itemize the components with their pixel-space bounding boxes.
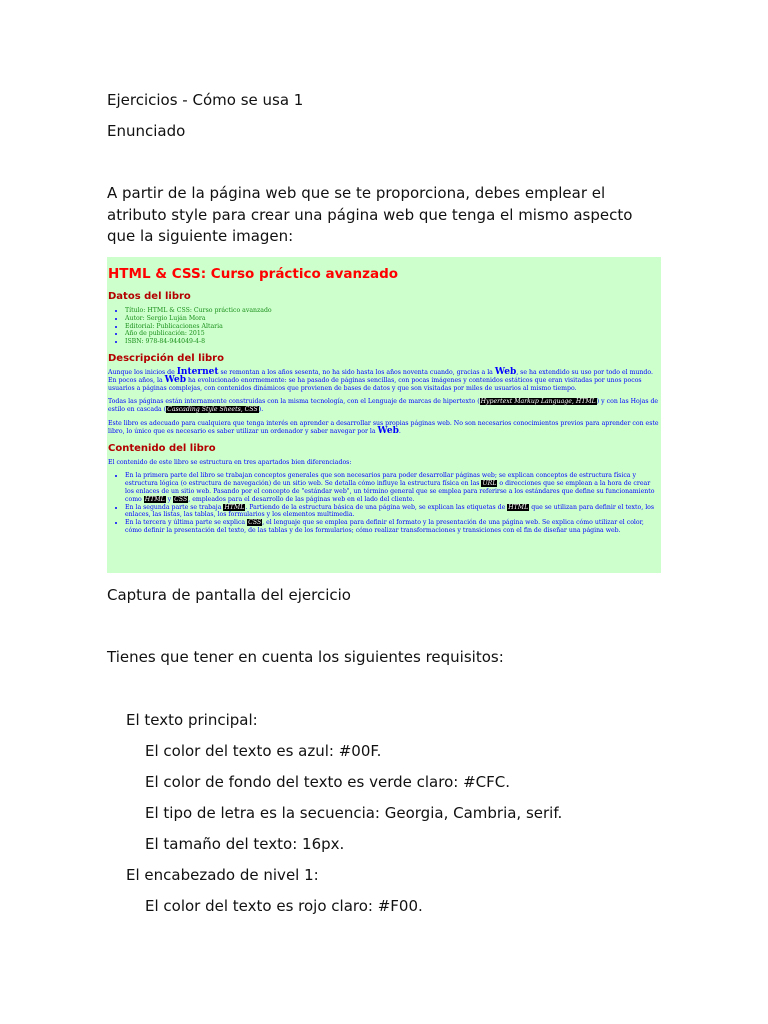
req-text-size: El tamaño del texto: 16px. — [145, 835, 345, 853]
screenshot-caption: Captura de pantalla del ejercicio — [107, 586, 351, 604]
book-item-title: • Título: HTML & CSS: Curso práctico avanzado — [125, 307, 659, 315]
shot-h2-contenido: Contenido del libro — [108, 442, 216, 454]
book-item-isbn: • ISBN: 978-84-944049-4-8 — [125, 338, 659, 346]
shot-h2-desc: Descripción del libro — [108, 352, 224, 364]
req-text-heading: El texto principal: — [126, 711, 258, 729]
content-list — [108, 472, 659, 534]
shot-h1: HTML & CSS: Curso práctico avanzado — [108, 266, 399, 282]
desc-paragraph-1: Aunque los inicios de Internet se remontan a los años sesenta, no ha sido hasta los años noventa cuando, gracias a la Web, se ha extendido su uso por todo el mundo. En pocos años, la Web ha evolucionado enormemente: se ha pasado de páginas sencillas, con pocas imágenes y contenidos estáticos que eran visitadas por unos pocos usuarios a páginas complejas, con contenidos dinámicos que provienen de bases de datos y que son visitadas por miles de usuarios al mismo tiempo. — [108, 366, 653, 392]
exercise-screenshot — [107, 257, 661, 573]
book-item-year: • Año de publicación: 2015 — [125, 330, 659, 338]
doc-title: Ejercicios - Cómo se usa 1 — [107, 91, 304, 109]
content-item-1: • En la primera parte del libro se trabajan conceptos generales que son necesarios para poder desarrollar páginas web; se explican conceptos de estructura física y estructura lógica (o estructura de navegación) de un sitio web. Se detalla cómo influye la estructura física en las URL o direcciones que se emplean a la hora de crear los enlaces de un sitio web. Pasando por el concepto de "estándar web", un término general que se emplea para referirse a los estándares que define su funcionamiento como HTML y CSS, empleados para el desarrollo de las páginas web en el lado del cliente. — [125, 472, 659, 503]
content-item-3: • En la tercera y última parte se explica CSS, el lenguaje que se emplea para definir el formato y la presentación de una página web. Se explica cómo utilizar el color, cómo definir la presentación del texto, de las tablas y de los formularios; cómo realizar transformaciones y transiciones con el fin de diseñar una página web. — [125, 519, 659, 535]
req-text-font: El tipo de letra es la secuencia: Georgia, Cambria, serif. — [145, 804, 563, 822]
requirements-intro: Tienes que tener en cuenta los siguientes requisitos: — [107, 648, 504, 666]
req-text-color: El color del texto es azul: #00F. — [145, 742, 382, 760]
book-item-author: • Autor: Sergio Luján Mora — [125, 315, 659, 323]
req-h1-color: El color del texto es rojo claro: #F00. — [145, 897, 423, 915]
shot-h2-datos: Datos del libro — [108, 291, 191, 302]
content-item-2: • En la segunda parte se trabaja HTML. Partiendo de la estructura básica de una página web, se explican las etiquetas de HTML que se utilizan para definir el texto, los enlaces, las listas, las tablas, los formularios y los elementos multimedia. — [125, 504, 659, 520]
intro-paragraph: A partir de la página web que se te proporciona, debes emplear el atributo style para crear una página web que tenga el mismo aspecto que la siguiente imagen: — [107, 184, 633, 245]
desc-paragraph-3: Este libro es adecuado para cualquiera que tenga interés en aprender a desarrollar sus propias páginas web. No son necesarios conocimientos previos para aprender con este libro, lo único que es necesario es saber utilizar un ordenador y saber navegar por la Web. — [108, 419, 659, 436]
req-h1-heading: El encabezado de nivel 1: — [126, 866, 319, 884]
book-data-list — [108, 307, 659, 346]
content-intro: El contenido de este libro se estructura en tres apartados bien diferenciados: — [108, 458, 352, 466]
req-text-bg: El color de fondo del texto es verde claro: #CFC. — [145, 773, 510, 791]
desc-paragraph-2: Todas las páginas están internamente construidas con la misma tecnología, con el Lenguaje de marcas de hipertexto (Hypertext Markup Language, HTML) y con las Hojas de estilo en cascada (Cascading Style Sheets, CSS). — [108, 398, 659, 414]
book-item-publisher: • Editorial: Publicaciones Altaria — [125, 323, 659, 331]
doc-subtitle: Enunciado — [107, 122, 186, 140]
